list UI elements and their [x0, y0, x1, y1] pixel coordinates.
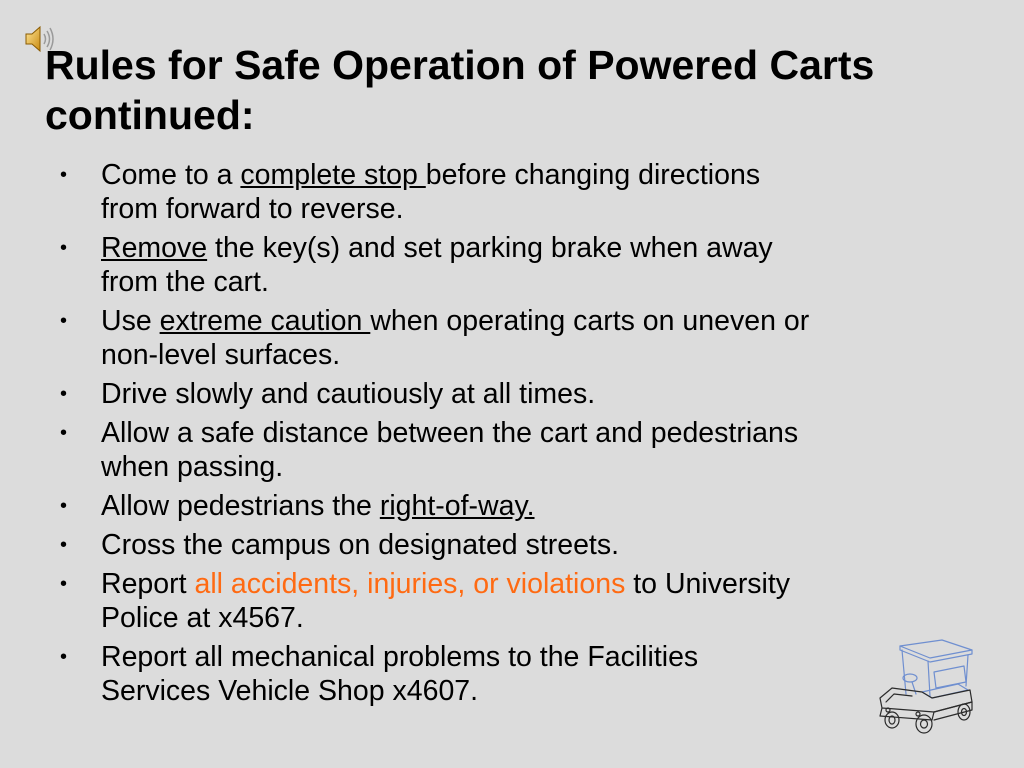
bullet-text: non-level surfaces. [101, 339, 341, 371]
bullet-dot: • [60, 164, 68, 186]
bullet-text: Services Vehicle Shop x4607. [101, 675, 479, 707]
bullet-text: Come to a [101, 159, 241, 191]
bullet-text: from the cart. [101, 266, 269, 298]
bullet-underlined-text: complete stop [240, 159, 426, 191]
golf-cart-illustration [872, 636, 977, 736]
bullet-text: Allow a safe distance between the cart and pedestrians [101, 417, 799, 449]
list-item [60, 567, 960, 635]
bullet-underlined-text: extreme caution [159, 305, 371, 337]
list-item [60, 416, 960, 484]
bullet-underlined-text: right-of-way. [379, 490, 535, 522]
bullet-highlight-text: all accidents, injuries, or violations [194, 568, 626, 600]
list-item [60, 304, 960, 372]
bullet-dot: • [60, 495, 68, 517]
bullet-text: from forward to reverse. [101, 193, 404, 225]
slide-title [45, 40, 1005, 140]
title-line-2: continued: [45, 92, 255, 138]
bullet-text: before changing directions [425, 159, 761, 191]
bullet-dot: • [60, 422, 68, 444]
bullet-dot: • [60, 310, 68, 332]
list-item [60, 377, 960, 411]
bullet-dot: • [60, 573, 68, 595]
bullet-text: to University [625, 568, 791, 600]
bullet-list [60, 158, 960, 713]
list-item [60, 489, 960, 523]
bullet-text: when operating carts on uneven or [370, 305, 810, 337]
bullet-dot: • [60, 534, 68, 556]
bullet-text: Report all mechanical problems to the Facilities [101, 641, 699, 673]
bullet-text: Police at x4567. [101, 602, 304, 634]
bullet-text: when passing. [101, 451, 284, 483]
list-item [60, 528, 960, 562]
title-line-1: Rules for Safe Operation of Powered Carts [45, 42, 875, 88]
bullet-text: Allow pedestrians the [101, 490, 380, 522]
bullet-dot: • [60, 383, 68, 405]
bullet-text: the key(s) and set parking brake when away [207, 232, 773, 264]
bullet-text: Cross the campus on designated streets. [101, 529, 620, 561]
list-item [60, 640, 960, 708]
bullet-text: Report [101, 568, 195, 600]
bullet-dot: • [60, 646, 68, 668]
bullet-dot: • [60, 237, 68, 259]
bullet-text: Use [101, 305, 160, 337]
list-item [60, 158, 960, 226]
list-item [60, 231, 960, 299]
bullet-text: Drive slowly and cautiously at all times. [101, 378, 596, 410]
bullet-underlined-text: Remove [101, 232, 208, 264]
